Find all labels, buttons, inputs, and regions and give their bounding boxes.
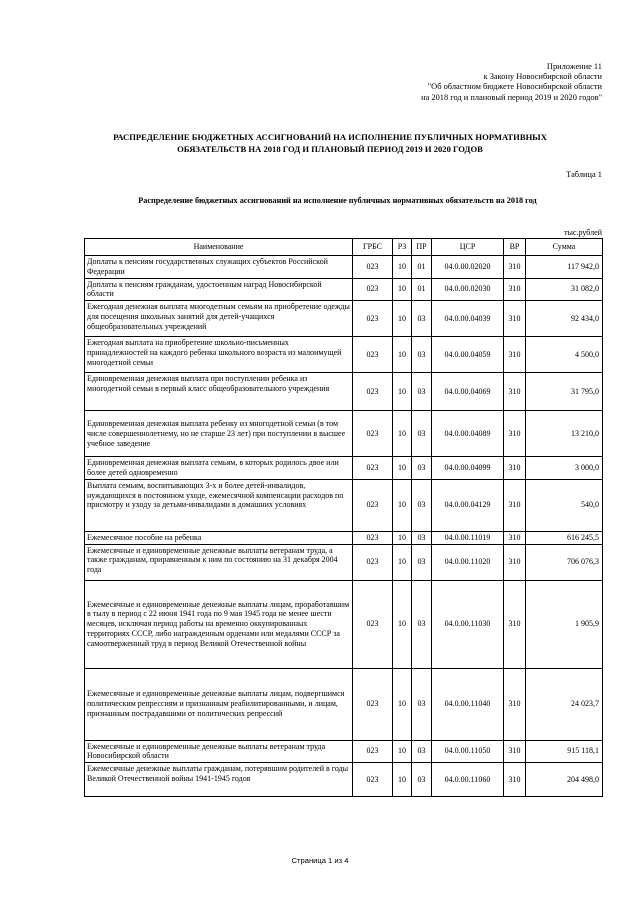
row-csr: 04.0.00.11050 bbox=[432, 740, 504, 763]
row-csr: 04.0.00.11040 bbox=[432, 668, 504, 740]
row-csr: 04.0.00.11060 bbox=[432, 763, 504, 797]
row-rz: 10 bbox=[393, 256, 412, 279]
row-pr: 03 bbox=[412, 457, 432, 480]
row-grbs: 023 bbox=[353, 668, 393, 740]
column-header-pr: ПР bbox=[412, 239, 432, 256]
row-vr: 310 bbox=[504, 337, 526, 373]
row-name: Единовременная денежная выплата при поступлении ребенка из многодетной семьи в первый класс общеобразовательного учреждения bbox=[85, 373, 353, 411]
row-grbs: 023 bbox=[353, 544, 393, 580]
appendix-line: Приложение 11 bbox=[546, 62, 602, 71]
row-csr: 04.0.00.02020 bbox=[432, 256, 504, 279]
row-grbs: 023 bbox=[353, 740, 393, 763]
row-pr: 03 bbox=[412, 544, 432, 580]
appendix-header bbox=[302, 62, 602, 103]
row-csr: 04.0.00.04089 bbox=[432, 411, 504, 457]
row-sum: 31 082,0 bbox=[526, 278, 603, 301]
table-row bbox=[85, 580, 603, 668]
row-pr: 03 bbox=[412, 763, 432, 797]
row-rz: 10 bbox=[393, 301, 412, 337]
row-grbs: 023 bbox=[353, 479, 393, 531]
column-header-sum: Сумма bbox=[526, 239, 603, 256]
row-vr: 310 bbox=[504, 668, 526, 740]
units-label: тыс.рублей bbox=[564, 228, 602, 237]
table-row bbox=[85, 544, 603, 580]
row-csr: 04.0.00.04059 bbox=[432, 337, 504, 373]
row-grbs: 023 bbox=[353, 763, 393, 797]
row-rz: 10 bbox=[393, 373, 412, 411]
row-sum: 540,0 bbox=[526, 479, 603, 531]
table-header-row bbox=[85, 239, 603, 256]
row-vr: 310 bbox=[504, 580, 526, 668]
row-pr: 03 bbox=[412, 411, 432, 457]
row-grbs: 023 bbox=[353, 256, 393, 279]
row-sum: 24 023,7 bbox=[526, 668, 603, 740]
row-pr: 03 bbox=[412, 668, 432, 740]
table-subtitle: Распределение бюджетных ассигнований на исполнение публичных нормативных обязательств на 2018 год bbox=[138, 196, 537, 205]
row-pr: 03 bbox=[412, 531, 432, 544]
row-grbs: 023 bbox=[353, 457, 393, 480]
column-header-rz: РЗ bbox=[393, 239, 412, 256]
row-sum: 706 076,3 bbox=[526, 544, 603, 580]
table-row bbox=[85, 479, 603, 531]
row-rz: 10 bbox=[393, 544, 412, 580]
page-footer: Страница 1 из 4 bbox=[291, 856, 349, 865]
column-header-grbs: ГРБС bbox=[353, 239, 393, 256]
title-line: ОБЯЗАТЕЛЬСТВ НА 2018 ГОД И ПЛАНОВЫЙ ПЕРИОД 2019 И 2020 ГОДОВ bbox=[177, 144, 483, 154]
row-rz: 10 bbox=[393, 740, 412, 763]
table-row bbox=[85, 763, 603, 797]
row-rz: 10 bbox=[393, 337, 412, 373]
row-pr: 01 bbox=[412, 256, 432, 279]
table-row bbox=[85, 373, 603, 411]
row-vr: 310 bbox=[504, 256, 526, 279]
column-header-name: Наименование bbox=[85, 239, 353, 256]
row-vr: 310 bbox=[504, 373, 526, 411]
row-csr: 04.0.00.11030 bbox=[432, 580, 504, 668]
title-line: РАСПРЕДЕЛЕНИЕ БЮДЖЕТНЫХ АССИГНОВАНИЙ НА ИСПОЛНЕНИЕ ПУБЛИЧНЫХ НОРМАТИВНЫХ bbox=[113, 132, 547, 142]
budget-table bbox=[84, 238, 603, 797]
row-vr: 310 bbox=[504, 278, 526, 301]
row-vr: 310 bbox=[504, 531, 526, 544]
row-csr: 04.0.00.04099 bbox=[432, 457, 504, 480]
row-name: Доплаты к пенсиям гражданам, удостоенным наград Новосибирской области bbox=[85, 278, 353, 301]
table-row bbox=[85, 457, 603, 480]
table-row bbox=[85, 531, 603, 544]
row-name: Ежемесячные и единовременные денежные выплаты ветеранам труда Новосибирской области bbox=[85, 740, 353, 763]
row-rz: 10 bbox=[393, 580, 412, 668]
row-grbs: 023 bbox=[353, 411, 393, 457]
row-csr: 04.0.00.02030 bbox=[432, 278, 504, 301]
row-pr: 01 bbox=[412, 278, 432, 301]
row-rz: 10 bbox=[393, 479, 412, 531]
row-vr: 310 bbox=[504, 740, 526, 763]
appendix-line: на 2018 год и плановый период 2019 и 2020 годов" bbox=[421, 92, 602, 102]
row-csr: 04.0.00.04069 bbox=[432, 373, 504, 411]
row-grbs: 023 bbox=[353, 373, 393, 411]
row-name: Ежемесячные и единовременные денежные выплаты лицам, проработавшим в тылу в период с 22 июня 1941 года по 9 мая 1945 года не менее шести месяцев, исключая период работы на временно оккупированных территориях СССР, либо награжденным орденами или медалями СССР за самоотверженный труд в период Великой Отечественной войны bbox=[85, 580, 353, 668]
table-number: Таблица 1 bbox=[566, 170, 602, 179]
row-vr: 310 bbox=[504, 479, 526, 531]
row-sum: 204 498,0 bbox=[526, 763, 603, 797]
row-pr: 03 bbox=[412, 301, 432, 337]
row-sum: 3 000,0 bbox=[526, 457, 603, 480]
row-name: Ежегодная денежная выплата многодетным семьям на приобретение одежды для посещения школьных занятий для детей-учащихся общеобразовательных учреждений bbox=[85, 301, 353, 337]
row-vr: 310 bbox=[504, 301, 526, 337]
row-name: Единовременная денежная выплата семьям, в которых родилось двое или более детей одновременно bbox=[85, 457, 353, 480]
row-sum: 4 500,0 bbox=[526, 337, 603, 373]
row-name: Ежемесячные и единовременные денежные выплаты ветеранам труда, а также гражданам, приравненным к ним по состоянию на 31 декабря 2004 года bbox=[85, 544, 353, 580]
row-csr: 04.0.00.11019 bbox=[432, 531, 504, 544]
row-grbs: 023 bbox=[353, 580, 393, 668]
table-row bbox=[85, 278, 603, 301]
row-pr: 03 bbox=[412, 740, 432, 763]
row-name: Единовременная денежная выплата ребенку из многодетной семьи (в том числе совершеннолетнему, но не старше 23 лет) при поступлении в высшее учебное заведение bbox=[85, 411, 353, 457]
row-sum: 13 210,0 bbox=[526, 411, 603, 457]
row-sum: 616 245,5 bbox=[526, 531, 603, 544]
row-pr: 03 bbox=[412, 373, 432, 411]
row-csr: 04.0.00.04129 bbox=[432, 479, 504, 531]
table-row bbox=[85, 256, 603, 279]
row-name: Выплата семьям, воспитывающих 3-х и более детей-инвалидов, нуждающихся в постоянном уходе, ежемесячной компенсации расходов по присмотру и уходу за детьми-инвалидами в домашних условиях bbox=[85, 479, 353, 531]
row-rz: 10 bbox=[393, 278, 412, 301]
row-name: Доплаты к пенсиям государственных служащих субъектов Российской Федерации bbox=[85, 256, 353, 279]
table-row bbox=[85, 668, 603, 740]
row-rz: 10 bbox=[393, 668, 412, 740]
row-vr: 310 bbox=[504, 763, 526, 797]
row-grbs: 023 bbox=[353, 337, 393, 373]
table-row bbox=[85, 411, 603, 457]
document-title bbox=[60, 131, 600, 155]
row-name: Ежемесячное пособие на ребенка bbox=[85, 531, 353, 544]
row-csr: 04.0.00.04039 bbox=[432, 301, 504, 337]
row-sum: 117 942,0 bbox=[526, 256, 603, 279]
row-rz: 10 bbox=[393, 457, 412, 480]
row-grbs: 023 bbox=[353, 301, 393, 337]
row-pr: 03 bbox=[412, 580, 432, 668]
row-name: Ежегодная выплата на приобретение школьно-письменных принадлежностей на каждого ребенка школьного возраста из малоимущей многодетной семьи bbox=[85, 337, 353, 373]
appendix-line: к Закону Новосибирской области bbox=[483, 72, 602, 82]
row-grbs: 023 bbox=[353, 531, 393, 544]
row-pr: 03 bbox=[412, 337, 432, 373]
row-sum: 92 434,0 bbox=[526, 301, 603, 337]
row-grbs: 023 bbox=[353, 278, 393, 301]
row-vr: 310 bbox=[504, 411, 526, 457]
row-rz: 10 bbox=[393, 763, 412, 797]
row-name: Ежемесячные денежные выплаты гражданам, потерявшим родителей в годы Великой Отечественной войны 1941-1945 годов bbox=[85, 763, 353, 797]
row-csr: 04.0.00.11020 bbox=[432, 544, 504, 580]
table-row bbox=[85, 301, 603, 337]
row-sum: 915 118,1 bbox=[526, 740, 603, 763]
table-row bbox=[85, 740, 603, 763]
appendix-line: "Об областном бюджете Новосибирской области bbox=[427, 82, 602, 92]
row-vr: 310 bbox=[504, 457, 526, 480]
table-row bbox=[85, 337, 603, 373]
row-sum: 1 905,9 bbox=[526, 580, 603, 668]
row-rz: 10 bbox=[393, 531, 412, 544]
row-rz: 10 bbox=[393, 411, 412, 457]
row-sum: 31 795,0 bbox=[526, 373, 603, 411]
row-pr: 03 bbox=[412, 479, 432, 531]
column-header-csr: ЦСР bbox=[432, 239, 504, 256]
row-name: Ежемесячные и единовременные денежные выплаты лицам, подвергшимся политическим репрессиям и признанным реабилитированными, и лицам, признанным пострадавшими от политических репрессий bbox=[85, 668, 353, 740]
row-vr: 310 bbox=[504, 544, 526, 580]
column-header-vr: ВР bbox=[504, 239, 526, 256]
